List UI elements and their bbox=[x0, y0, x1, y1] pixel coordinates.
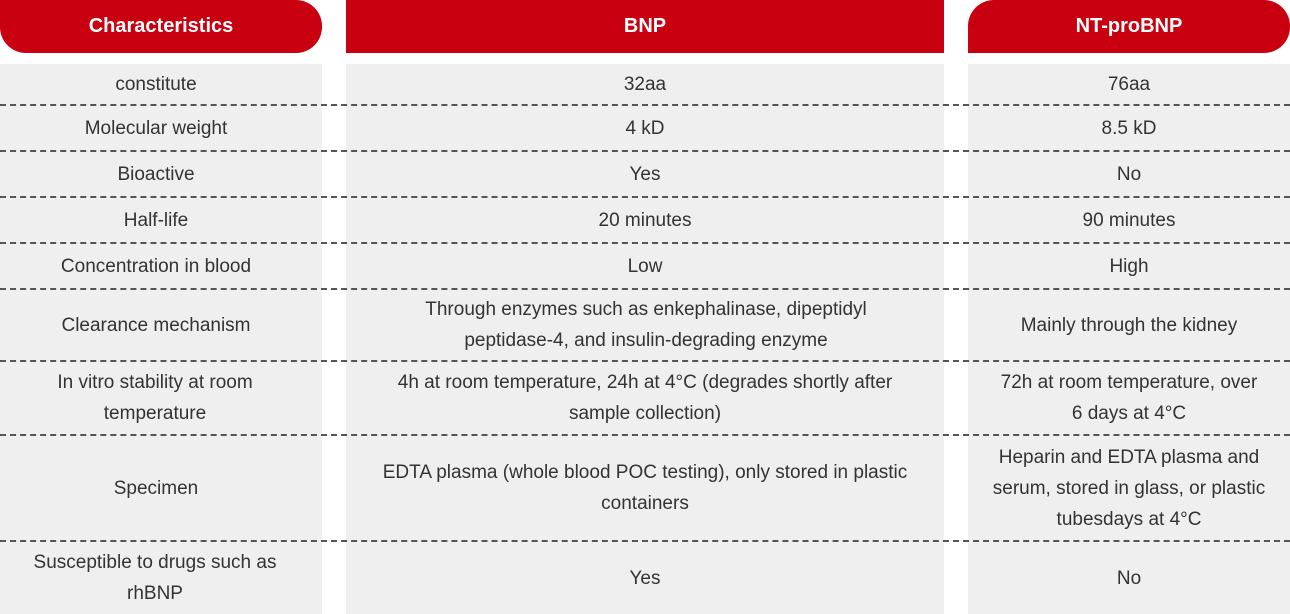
cell-characteristic: Concentration in blood bbox=[60, 255, 252, 277]
cell-characteristic: Half-life bbox=[123, 209, 189, 231]
table-row bbox=[0, 244, 1290, 288]
table-row bbox=[0, 542, 1290, 614]
cell-characteristic: Bioactive bbox=[117, 163, 195, 185]
cell-bnp: 4 kD bbox=[625, 117, 665, 139]
cell-characteristic: Molecular weight bbox=[84, 117, 228, 139]
cell-characteristic: Specimen bbox=[113, 477, 199, 499]
cell-ntprobnp: No bbox=[1116, 163, 1142, 185]
header-bnp: BNP bbox=[346, 0, 944, 53]
table-row bbox=[0, 290, 1290, 360]
header-characteristics: Characteristics bbox=[0, 0, 322, 53]
table-row bbox=[0, 106, 1290, 150]
cell-ntprobnp: No bbox=[1116, 567, 1142, 589]
table-row bbox=[0, 152, 1290, 196]
cell-characteristic: In vitro stability at room temperature bbox=[57, 372, 253, 424]
cell-bnp: 32aa bbox=[623, 73, 667, 95]
cell-characteristic: Susceptible to drugs such as rhBNP bbox=[33, 552, 277, 604]
cell-characteristic: constitute bbox=[115, 73, 197, 95]
cell-bnp: 4h at room temperature, 24h at 4°C (degrades shortly after sample collection) bbox=[397, 372, 893, 424]
table-row bbox=[0, 198, 1290, 242]
table-row bbox=[0, 436, 1290, 540]
cell-ntprobnp: Mainly through the kidney bbox=[1020, 314, 1238, 336]
cell-ntprobnp: 90 minutes bbox=[1082, 209, 1176, 231]
cell-bnp: EDTA plasma (whole blood POC testing), only stored in plastic containers bbox=[382, 462, 908, 514]
cell-bnp: Low bbox=[627, 255, 663, 277]
cell-bnp: Yes bbox=[629, 567, 661, 589]
cell-characteristic: Clearance mechanism bbox=[61, 314, 251, 336]
cell-bnp: 20 minutes bbox=[598, 209, 692, 231]
cell-ntprobnp: 76aa bbox=[1107, 73, 1151, 95]
cell-bnp: Through enzymes such as enkephalinase, dipeptidyl peptidase-4, and insulin-degrading enzyme bbox=[425, 299, 867, 351]
header-ntprobnp: NT-proBNP bbox=[968, 0, 1290, 53]
cell-ntprobnp: Heparin and EDTA plasma and serum, stored in glass, or plastic tubesdays at 4°C bbox=[992, 446, 1266, 530]
cell-ntprobnp: 8.5 kD bbox=[1101, 117, 1157, 139]
table-row bbox=[0, 64, 1290, 104]
table-row bbox=[0, 362, 1290, 434]
cell-ntprobnp: High bbox=[1109, 255, 1149, 277]
cell-bnp: Yes bbox=[629, 163, 661, 185]
cell-ntprobnp: 72h at room temperature, over 6 days at 4°C bbox=[1000, 372, 1258, 424]
